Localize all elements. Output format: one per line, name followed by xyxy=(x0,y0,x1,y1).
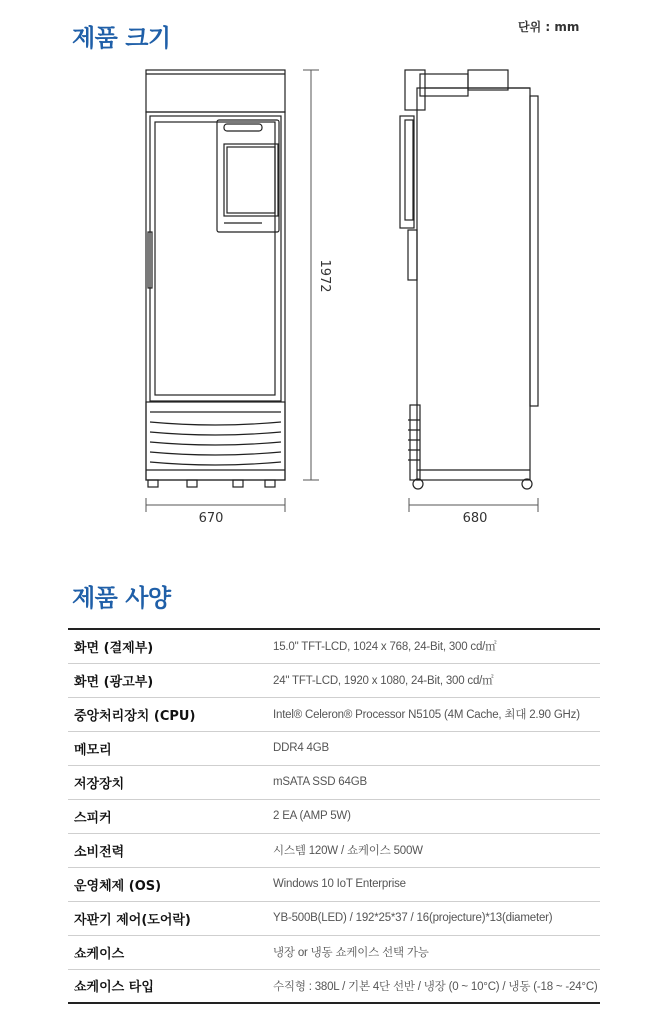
spec-label: 자판기 제어(도어락) xyxy=(68,901,273,935)
spec-label: 소비전력 xyxy=(68,833,273,867)
spec-label: 중앙처리장치 (CPU) xyxy=(68,697,273,731)
spec-table xyxy=(68,628,600,1004)
table-row xyxy=(68,833,600,867)
front-view-drawing xyxy=(146,70,285,487)
table-row xyxy=(68,867,600,901)
product-size-title: 제품 크기 xyxy=(72,24,171,52)
side-view-drawing xyxy=(400,70,538,489)
spec-label: 쇼케이스 xyxy=(68,935,273,969)
table-row xyxy=(68,935,600,969)
spec-value: 24" TFT-LCD, 1920 x 1080, 24-Bit, 300 cd/㎡ xyxy=(273,663,600,697)
spec-value: 냉장 or 냉동 쇼케이스 선택 가능 xyxy=(273,935,600,969)
table-row xyxy=(68,969,600,1003)
height-dimension-text: 1972 xyxy=(317,259,332,293)
spec-label: 운영체제 (OS) xyxy=(68,867,273,901)
unit-label: 단위 : mm xyxy=(518,20,580,34)
table-row xyxy=(68,697,600,731)
depth-dimension-text: 680 xyxy=(462,511,488,526)
table-row xyxy=(68,901,600,935)
table-row xyxy=(68,663,600,697)
table-row xyxy=(68,731,600,765)
spec-label: 메모리 xyxy=(68,731,273,765)
spec-value: YB-500B(LED) / 192*25*37 / 16(projecture)*13(diameter) xyxy=(273,901,600,935)
spec-value: 수직형 : 380L / 기본 4단 선반 / 냉장 (0 ~ 10°C) / 냉동 (-18 ~ -24°C) xyxy=(273,980,598,993)
table-row xyxy=(68,629,600,663)
spec-value: Intel® Celeron® Processor N5105 (4M Cache, 최대 2.90 GHz) xyxy=(273,697,600,731)
spec-label: 화면 (광고부) xyxy=(68,663,273,697)
spec-value: 시스템 120W / 쇼케이스 500W xyxy=(273,833,600,867)
table-row xyxy=(68,799,600,833)
spec-value: 15.0" TFT-LCD, 1024 x 768, 24-Bit, 300 cd/㎡ xyxy=(273,629,600,663)
spec-value: mSATA SSD 64GB xyxy=(273,765,600,799)
width-dimension-text: 670 xyxy=(198,511,224,526)
spec-value: DDR4 4GB xyxy=(273,731,600,765)
spec-label: 저장장치 xyxy=(68,765,273,799)
spec-value: 2 EA (AMP 5W) xyxy=(273,799,600,833)
width-dimension-line xyxy=(146,498,285,512)
table-row xyxy=(68,765,600,799)
spec-label: 스피커 xyxy=(68,799,273,833)
dimension-diagram xyxy=(0,60,664,530)
product-spec-title: 제품 사양 xyxy=(72,584,171,612)
height-dimension-line xyxy=(303,70,319,480)
depth-dimension-line xyxy=(409,498,538,512)
spec-value: Windows 10 IoT Enterprise xyxy=(273,867,600,901)
spec-label: 쇼케이스 타입 xyxy=(74,980,154,996)
spec-label: 화면 (결제부) xyxy=(68,629,273,663)
